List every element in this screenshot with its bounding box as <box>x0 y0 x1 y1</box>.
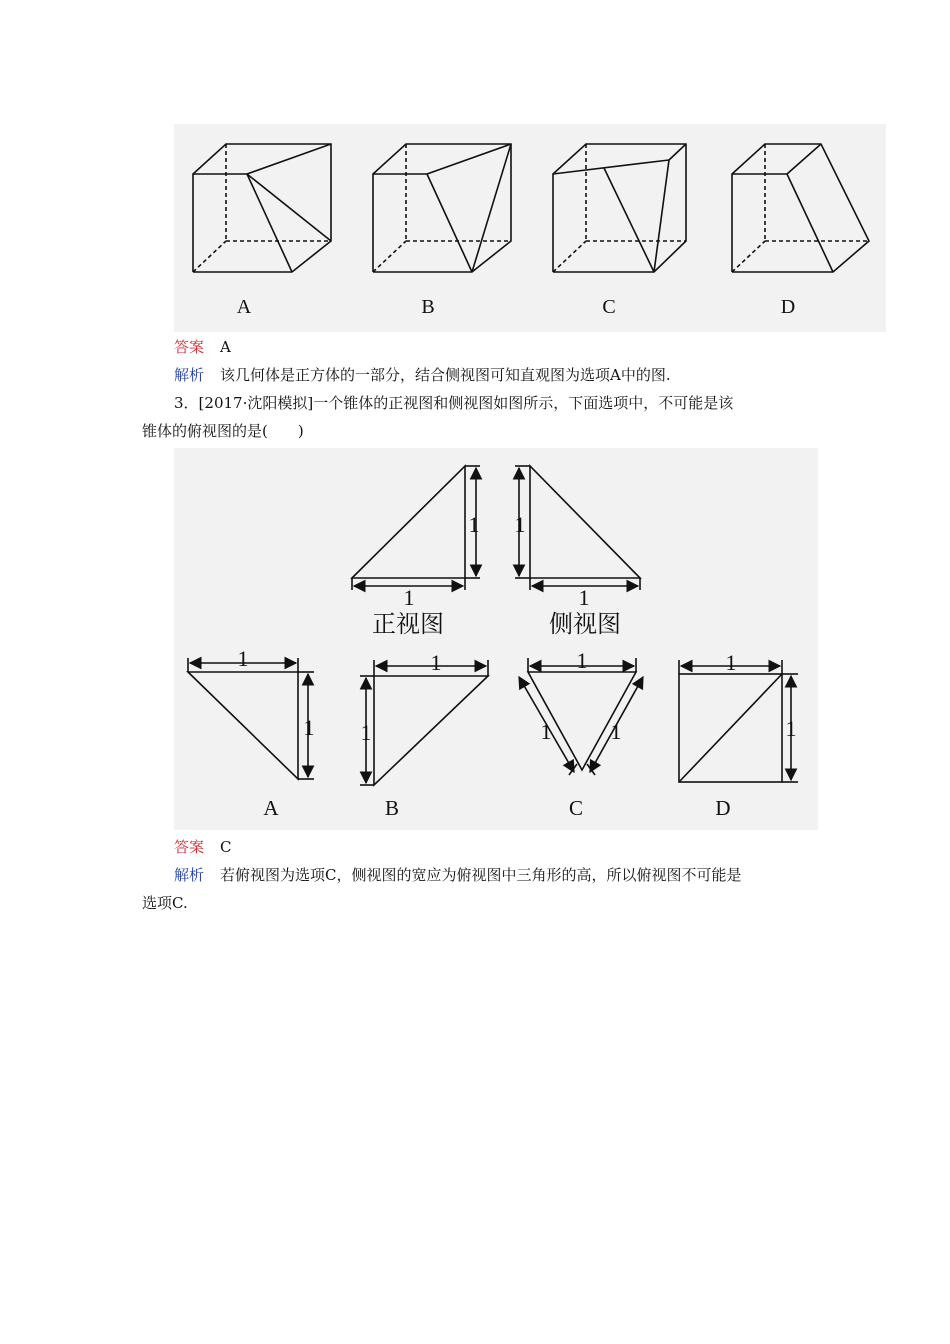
c-width-dim: 1 <box>576 648 588 673</box>
answer-value: A <box>220 338 231 356</box>
answer-tag: 答案 <box>174 838 205 856</box>
solid-c <box>553 144 686 272</box>
analysis-tag: 解析 <box>174 866 205 884</box>
solids-figure-svg <box>174 124 886 332</box>
solid-label-d: D <box>780 296 796 318</box>
solid-a <box>193 144 331 272</box>
side-view-label: 侧视图 <box>549 610 621 638</box>
c-right-dim: 1 <box>610 719 622 744</box>
b-height-dim: 1 <box>360 720 372 745</box>
a-height-dim: 1 <box>303 715 315 740</box>
views-figure-svg <box>174 448 818 830</box>
top-view-d <box>679 660 798 782</box>
a-width-dim: 1 <box>237 646 249 671</box>
front-height-dim: 1 <box>468 512 480 537</box>
side-view <box>515 466 640 590</box>
q3-stem-line2: 锥体的俯视图的是( ) <box>142 422 304 440</box>
option-label-d: D <box>715 796 731 820</box>
solid-label-c: C <box>602 296 616 318</box>
answer-tag: 答案 <box>174 338 205 356</box>
analysis-text: 该几何体是正方体的一部分，结合侧视图可知直观图为选项A中的图. <box>220 366 671 384</box>
views-figure <box>174 448 818 830</box>
top-view-c <box>519 658 643 775</box>
analysis-text-line1: 若俯视图为选项C，侧视图的宽应为俯视图中三角形的高，所以俯视图不可能是 <box>220 866 742 884</box>
q3-analysis-line <box>174 865 742 885</box>
q3-stem-line1: 3．[2017·沈阳模拟]一个锥体的正视图和侧视图如图所示，下面选项中，不可能是该 <box>174 394 734 412</box>
front-width-dim: 1 <box>403 585 415 610</box>
q2-analysis-line <box>174 365 671 385</box>
top-view-b <box>360 660 488 785</box>
option-label-b: B <box>384 796 400 820</box>
q2-answer-line <box>174 337 231 357</box>
side-height-dim: 1 <box>514 512 526 537</box>
solid-label-a: A <box>236 296 252 318</box>
d-width-dim: 1 <box>725 650 737 675</box>
side-width-dim: 1 <box>578 585 590 610</box>
q3-answer-line <box>174 837 232 857</box>
analysis-text-line2: 选项C. <box>142 894 188 912</box>
solids-figure <box>174 124 886 332</box>
analysis-tag: 解析 <box>174 366 205 384</box>
c-left-dim: 1 <box>540 719 552 744</box>
solid-label-b: B <box>421 296 435 318</box>
option-label-a: A <box>263 796 279 820</box>
d-height-dim: 1 <box>785 716 797 741</box>
b-width-dim: 1 <box>430 650 442 675</box>
top-view-a <box>188 658 314 779</box>
solid-b <box>373 144 511 272</box>
option-label-c: C <box>568 796 584 820</box>
front-view <box>352 466 480 590</box>
answer-value: C <box>220 838 232 856</box>
solid-d <box>732 144 869 272</box>
front-view-label: 正视图 <box>372 610 444 638</box>
